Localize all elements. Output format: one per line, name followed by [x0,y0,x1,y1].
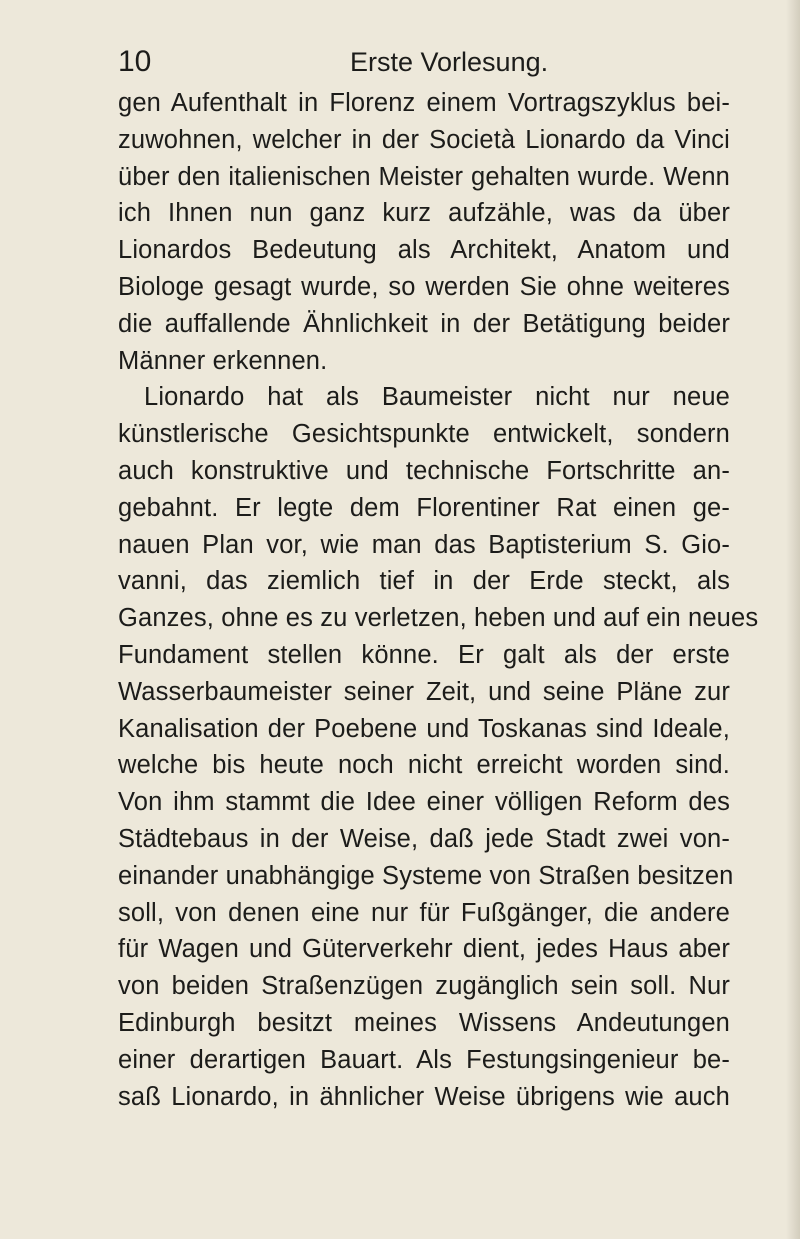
text-line: Kanalisation der Poebene und Toskanas sind Ideale, [118,714,730,743]
text-line: nauen Plan vor, wie man das Baptisterium S. Gio- [118,530,730,559]
text-line: Fundament stellen könne. Er galt als der erste [118,640,730,669]
text-line: Städtebaus in der Weise, daß jede Stadt zwei von- [118,824,730,853]
text-line: Edinburgh besitzt meines Wissens Andeutungen [118,1008,730,1037]
page-header [118,40,718,84]
running-head: Erste Vorlesung. [350,47,549,77]
text-line: einander unabhängige Systeme von Straßen besitzen [118,861,734,890]
page-number: 10 [118,45,152,78]
text-line: gen Aufenthalt in Florenz einem Vortragszyklus bei- [118,89,730,117]
text-line: künstlerische Gesichtspunkte entwickelt, sondern [118,420,730,449]
text-line: saß Lionardo, in ähnlicher Weise übrigens wie auch [118,1082,730,1111]
text-line: Lionardos Bedeutung als Architekt, Anatom und [118,236,730,265]
body-text [118,85,759,1115]
text-line: ich Ihnen nun ganz kurz aufzähle, was da über [118,199,730,228]
text-line: über den italienischen Meister gehalten wurde. Wenn [118,162,730,191]
text-line: einer derartigen Bauart. Als Festungsingenieur be- [118,1045,730,1074]
text-line: Ganzes, ohne es zu verletzen, heben und auf ein neues [118,604,759,633]
text-line: welche bis heute noch nicht erreicht worden sind. [118,751,730,780]
text-line: zuwohnen, welcher in der Società Lionardo da Vinci [118,125,730,154]
text-line: Lionardo hat als Baumeister nicht nur neue [144,383,730,412]
text-line: die auffallende Ähnlichkeit in der Betätigung beider [118,309,730,338]
page-edge-shadow [786,0,800,1239]
text-line: von beiden Straßenzügen zugänglich sein soll. Nur [118,972,730,1001]
text-line: Wasserbaumeister seiner Zeit, und seine Pläne zur [118,677,730,706]
text-line: vanni, das ziemlich tief in der Erde steckt, als [118,567,730,596]
text-line: soll, von denen eine nur für Fußgänger, die andere [118,898,730,927]
text-line: gebahnt. Er legte dem Florentiner Rat einen ge- [118,493,730,522]
text-line: auch konstruktive und technische Fortschritte an- [118,456,730,485]
text-line: Von ihm stammt die Idee einer völligen Reform des [118,788,730,817]
text-line: Biologe gesagt wurde, so werden Sie ohne weiteres [118,272,730,301]
text-line: Männer erkennen. [118,346,328,375]
text-line: für Wagen und Güterverkehr dient, jedes Haus aber [118,935,730,964]
